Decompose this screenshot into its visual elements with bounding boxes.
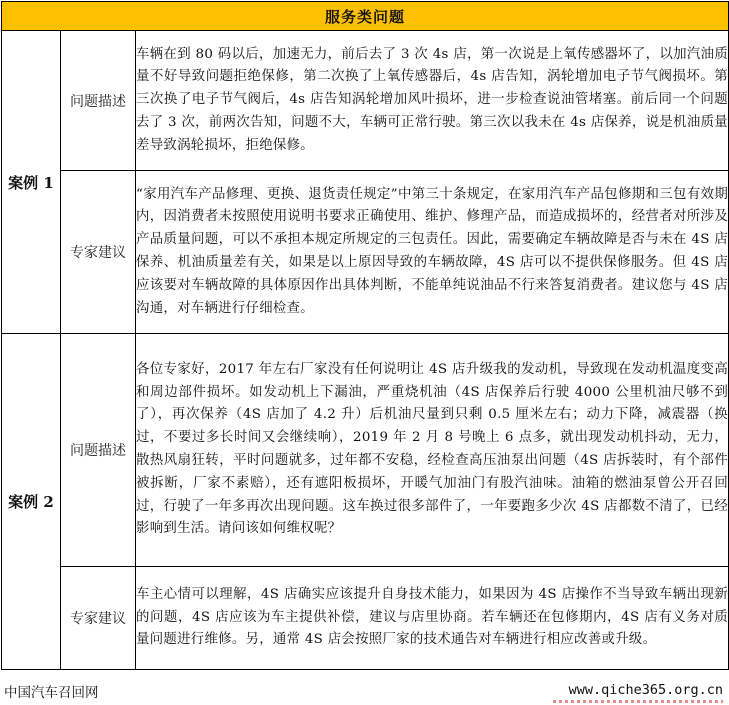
title-row [2,2,729,31]
case-2-problem-label: 问题描述 [61,334,136,567]
case-1-problem-text: 车辆在到 80 码以后，加速无力，前后去了 3 次 4s 店，第一次说是上氧传感器坏了，以加汽油质量不好导致问题拒绝保修，第二次换了上氧传感器后，4s 店告知，涡轮增加电子节气阀损坏。第三次换了电子节气阀后，4s 店告知涡轮增加风叶损坏，进一步检查说油管堵塞。前后同一个问题去了 3 次，前两次告知，问题不大，车辆可正常行驶。第三次以我未在 4s 店保养，说是机油质量差导致涡轮损坏，拒绝保修。 [136,31,729,171]
table-title: 服务类问题 [2,2,729,31]
case-2-label: 案例 2 [2,334,61,670]
case-2-advice-text: 车主心情可以理解，4S 店确实应该提升自身技术能力，如果因为 4S 店操作不当导致车辆出现新的问题，4S 店应该为车主提供补偿，建议与店里协商。若车辆还在包修期内，4S 店有义务对质量问题进行维修。另，通常 4S 店会按照厂家的技术通告对车辆进行相应改善或升级。 [136,567,729,670]
case-1-advice-text: “家用汽车产品修理、更换、退货责任规定”中第三十条规定，在家用汽车产品包修期和三包有效期内，因消费者未按照使用说明书要求正确使用、维护、修理产品，而造成损坏的，经营者对所涉及产品质量问题，可以不承担本规定所规定的三包责任。因此，需要确定车辆故障是否与未在 4S 店保养、机油质量差有关，如果是以上原因导致的车辆故障，4S 店可以不提供保修服务。但 4S 店应该要对车辆故障的具体原因作出具体判断，不能单纯说油品不行来答复消费者。建议您与 4S 店沟通，对车辆进行仔细检查。 [136,171,729,334]
footer [0,678,729,705]
case-1-problem-label: 问题描述 [61,31,136,171]
footer-url: www.qiche365.org.cn [568,682,723,698]
case-2-problem-text: 各位专家好，2017 年左右厂家没有任何说明让 4S 店升级我的发动机，导致现在发动机温度变高和周边部件损坏。如发动机上下漏油，严重烧机油（4S 店保养后行驶 4000 公里机油尺够不到了），再次保养（4S 店加了 4.2 升）后机油尺量到只剩 0.5 厘米左右；动力下降，减震器（换过，不要过多长时间又会继续响），2019 年 2 月 8 号晚上 6 点多，就出现发动机抖动，无力，散热风扇狂转，平时问题就多，过年都不安稳，经检查高压油泵出问题（4S 店拆装时，有个部件被拆断，厂家不素赔），还有遮阳板损坏，开暖气加油门有股汽油味。油箱的燃油泵曾公开召回过，行驶了一年多再次出现问题。这车换过很多部件了，一年要跑多少次 4S 店都数不清了，已经影响到生活。请问该如何维权呢？ [136,334,729,567]
case-2-problem-row [2,334,729,567]
service-issues-table [1,1,729,670]
case-1-problem-row [2,31,729,171]
case-1-label: 案例 1 [2,31,61,334]
case-1-advice-label: 专家建议 [61,171,136,334]
case-2-advice-row [2,567,729,670]
case-2-advice-label: 专家建议 [61,567,136,670]
spellcheck-underline [553,700,723,703]
footer-source: 中国汽车召回网 [4,685,99,701]
case-1-advice-row [2,171,729,334]
